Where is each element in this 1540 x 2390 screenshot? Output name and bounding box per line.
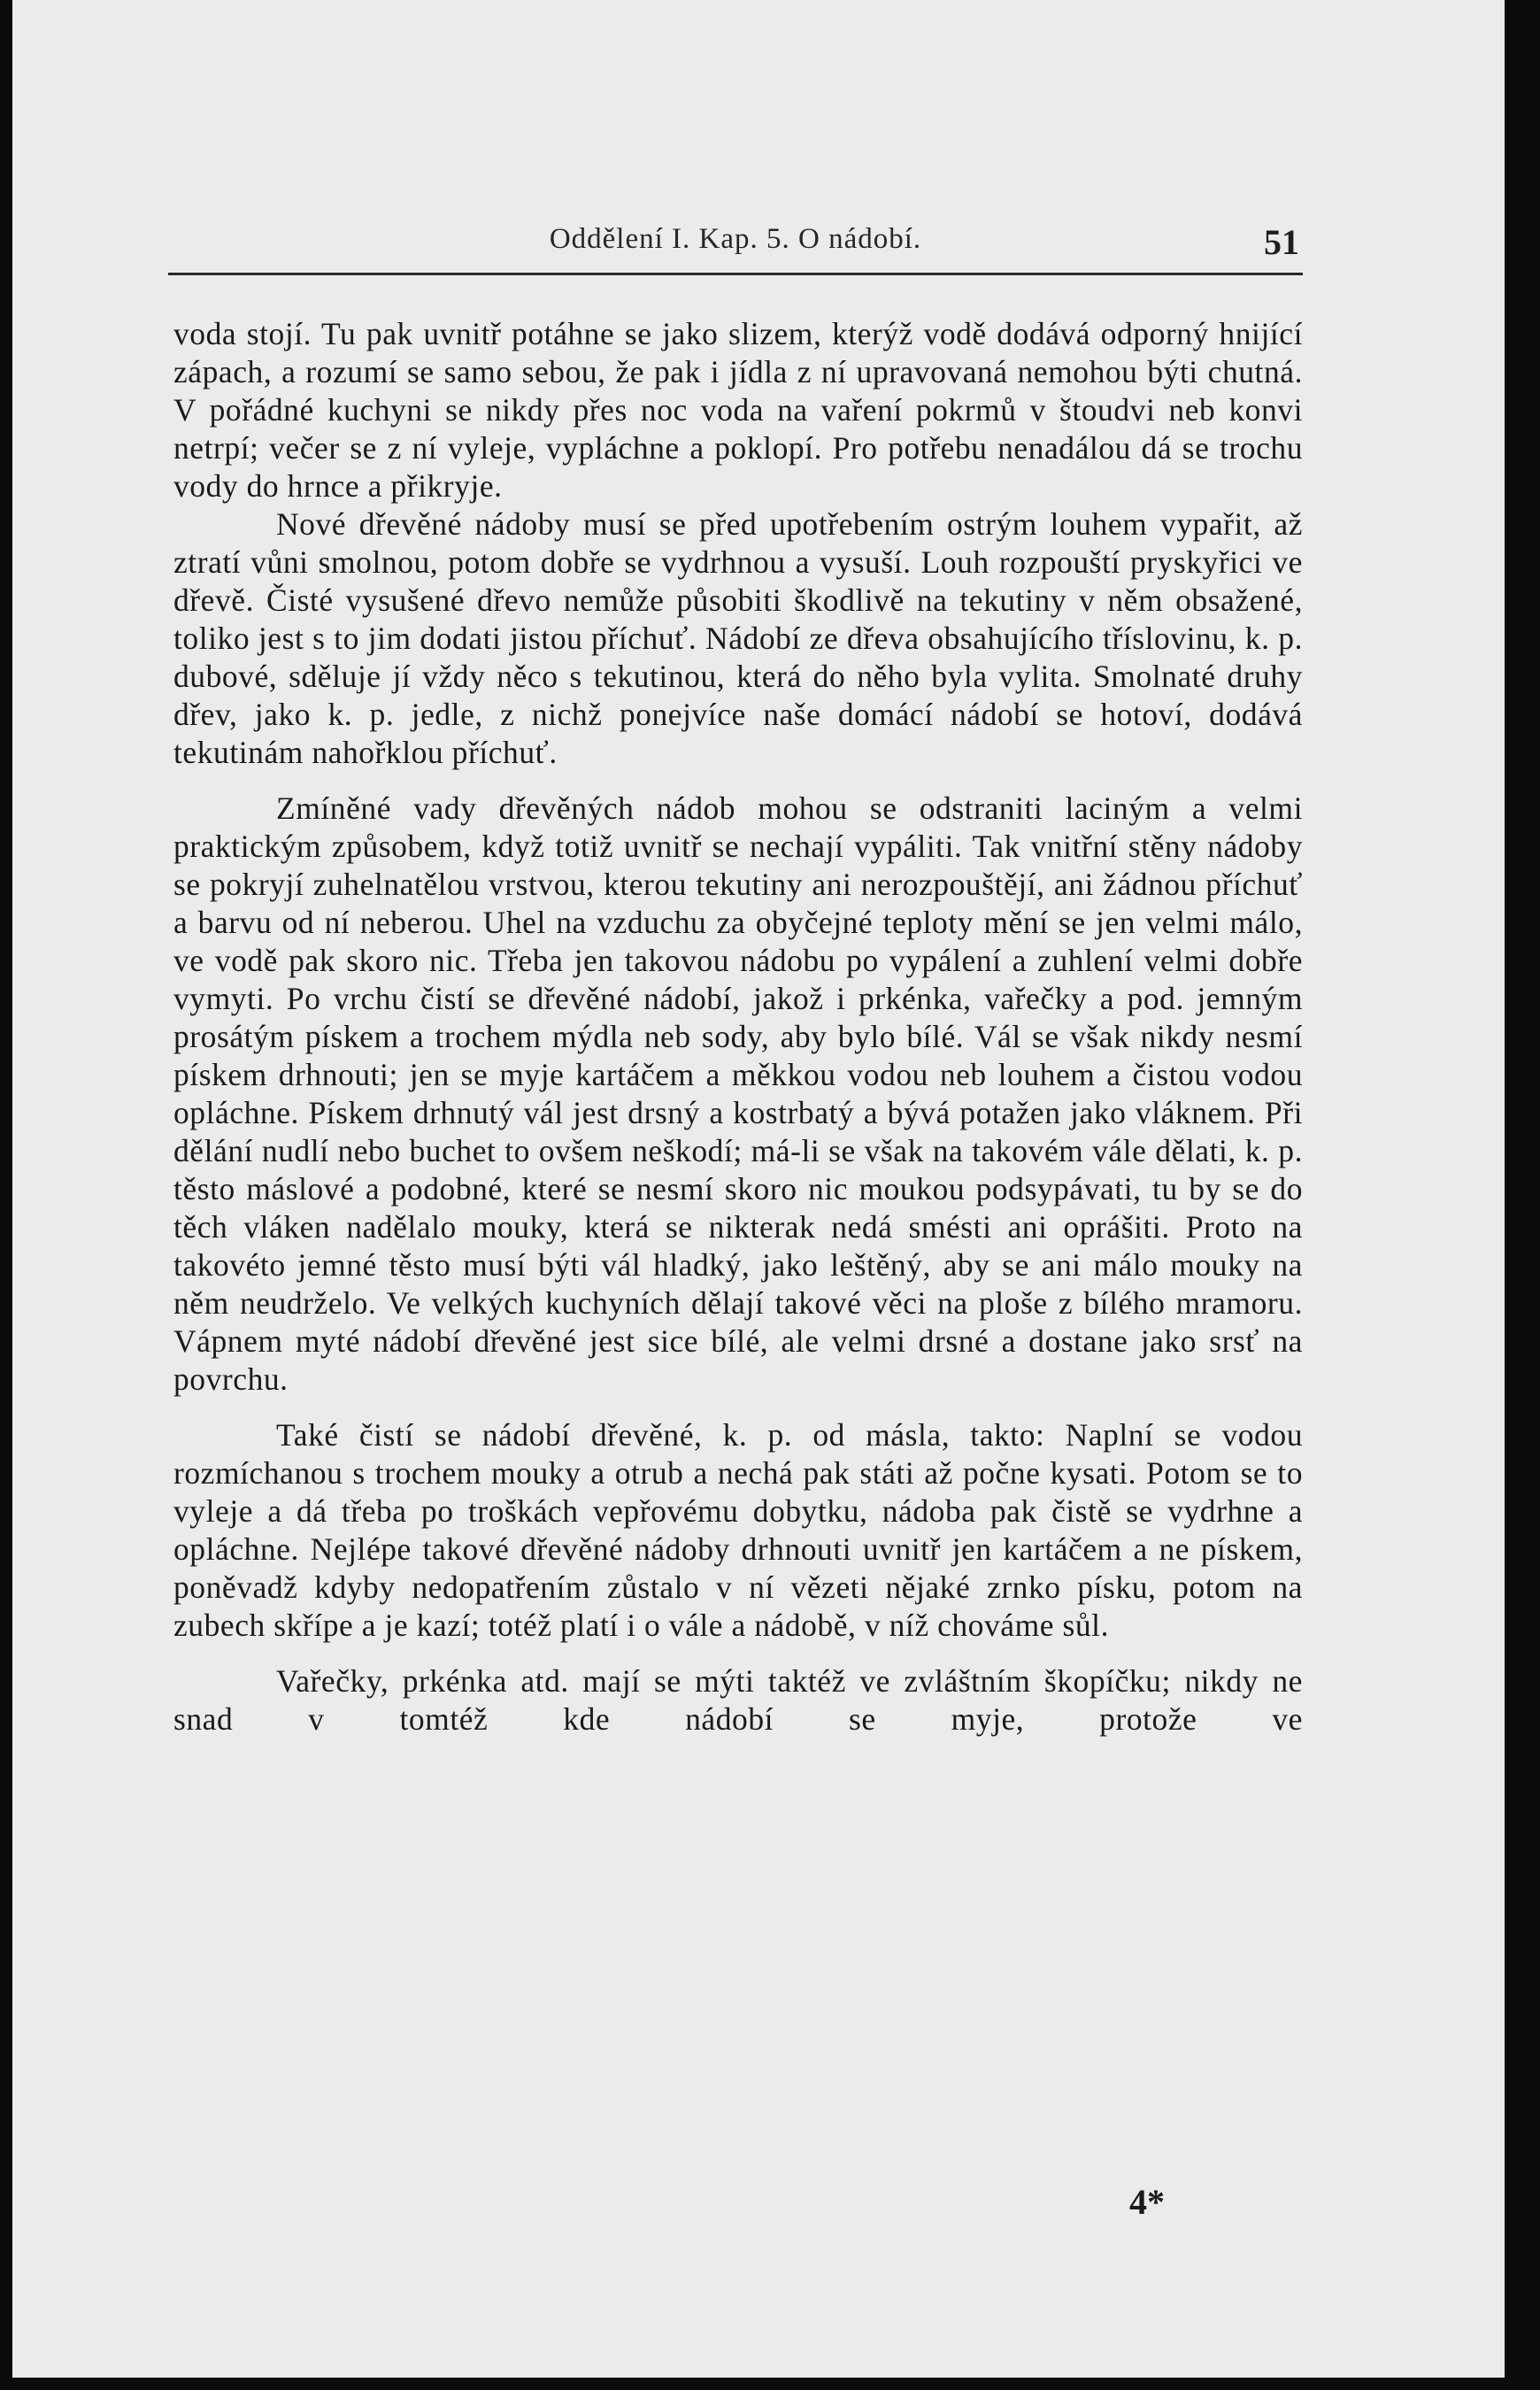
running-title: Oddělení I. Kap. 5. O nádobí. <box>549 223 922 255</box>
running-head <box>168 220 1303 275</box>
paragraph: Vařečky, prkénka atd. mají se mýti taktéž ve zvláštním škopíčku; nikdy ne snad v tomtéž kde nádobí se myje, protože ve <box>173 1663 1303 1737</box>
paragraph: Také čistí se nádobí dřevěné, k. p. od másla, takto: Naplní se vodou rozmíchanou s trochem mouky a otrub a nechá pak státi až počne kysati. Potom se to vyleje a dá třeba po troškách vepřovému dobytku, nádoba pak čistě se vydrhne a opláchne. Nejlépe takové dřevěné nádoby drhnouti uvnitř jen kartáčem a ne pískem, poněvadž kdyby nedopatřením zůstalo v ní vězeti nějaké zrnko písku, potom na zubech skřípe a je kazí; totéž platí i o vále a nádobě, v níž chováme sůl. <box>173 1417 1303 1643</box>
paragraph: Zmíněné vady dřevěných nádob mohou se odstraniti laciným a velmi praktickým způsobem, když totiž uvnitř se nechají vypáliti. Tak vnitřní stěny nádoby se pokryjí zuhelnatělou vrstvou, kterou tekutiny ani nerozpouštějí, ani žádnou příchuť a barvu od ní neberou. Uhel na vzduchu za obyčejné teploty mění se jen velmi málo, ve vodě pak skoro nic. Třeba jen takovou nádobu po vypálení a zuhlení velmi dobře vymyti. Po vrchu čistí se dřevěné nádobí, jakož i prkénka, vařečky a pod. jemným prosátým pískem a trochem mýdla neb sody, aby bylo bílé. Vál se však nikdy nesmí pískem drhnouti; jen se myje kartáčem a měkkou vodou neb louhem a čistou vodou opláchne. Pískem drhnutý vál jest drsný a kostrbatý a bývá potažen jako vláknem. Při dělání nudlí nebo buchet to ovšem neškodí; má-li se však na takovém vále dělati, k. p. těsto máslové a podobné, které se nesmí skoro nic moukou podsypávati, tu by se do těch vláken nadělalo mouky, která se nikterak nedá smésti ani oprášiti. Proto na takovéto jemné těsto musí býti vál hladký, jako leštěný, aby se ani málo mouky na něm neudrželo. Ve velkých kuchyních dělají takové věci na ploše z bílého mramoru. Vápnem myté nádobí dřevěné jest sice bílé, ale velmi drsné a dostane jako srsť na povrchu. <box>173 790 1303 1397</box>
page-number: 51 <box>1264 222 1299 262</box>
paragraph: voda stojí. Tu pak uvnitř potáhne se jako slizem, kterýž vodě dodává odporný hnijící zápach, a rozumí se samo sebou, že pak i jídla z ní upravovaná nemohou býti chutná. V pořádné kuchyni se nikdy přes noc voda na vaření pokrmů v štoudvi neb konvi netrpí; večer se z ní vyleje, vypláchne a poklopí. Pro potřebu nenadálou dá se trochu vody do hrnce a přikryje. <box>173 316 1303 504</box>
page-sheet <box>12 0 1505 2378</box>
paragraph: Nové dřevěné nádoby musí se před upotřebením ostrým louhem vypařit, až ztratí vůni smolnou, potom dobře se vydrhnou a vysuší. Louh rozpouští pryskyřici ve dřevě. Čisté vysušené dřevo nemůže působiti škodlivě na tekutiny v něm obsažené, toliko jest s to jim dodati jistou příchuť. Nádobí ze dřeva obsahujícího tříslovinu, k. p. dubové, sděluje jí vždy něco s tekutinou, která do něho byla vylita. Smolnaté druhy dřev, jako k. p. jedle, z nichž ponejvíce naše domácí nádobí se hotoví, dodává tekutinám nahořklou příchuť. <box>173 506 1303 770</box>
text-body <box>173 315 1303 1739</box>
signature-mark: 4* <box>1129 2182 1165 2222</box>
